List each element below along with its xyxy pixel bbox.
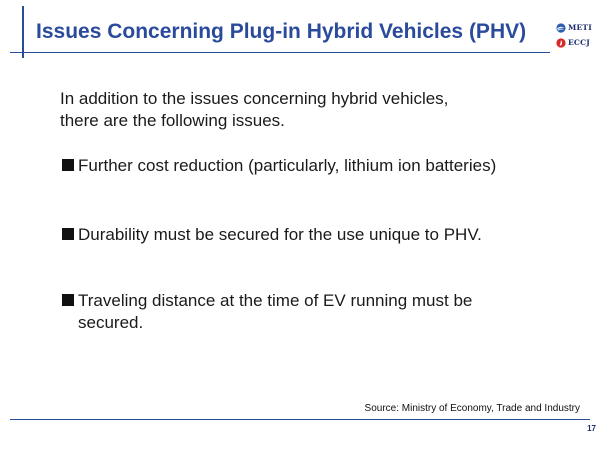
title-underline-rule xyxy=(10,52,550,53)
intro-paragraph xyxy=(60,88,530,132)
bullet-item-distance xyxy=(62,290,532,334)
bullet-square-icon xyxy=(62,294,74,306)
meti-logo xyxy=(556,20,598,35)
bullet-text: Durability must be secured for the use unique to PHV. xyxy=(78,225,482,244)
bullet-square-icon xyxy=(62,159,74,171)
slide-title: Issues Concerning Plug-in Hybrid Vehicles (PHV) xyxy=(36,20,527,43)
bullet-item-cost xyxy=(62,155,532,177)
bullet-item-durability xyxy=(62,224,532,246)
meti-logo-text: METI xyxy=(568,23,592,32)
bullet-text: Traveling distance at the time of EV running must be xyxy=(78,291,473,310)
bullet-text-continuation: secured. xyxy=(78,313,144,332)
intro-line-2: there are the following issues. xyxy=(60,111,285,130)
logo-group xyxy=(556,20,598,52)
eccj-logo-text: ECCJ xyxy=(568,38,591,47)
bullet-square-icon xyxy=(62,228,74,240)
footer-rule xyxy=(10,419,590,420)
intro-line-1: In addition to the issues concerning hybrid vehicles, xyxy=(60,89,449,108)
eccj-logo xyxy=(556,35,598,50)
meti-logo-icon xyxy=(556,23,566,33)
eccj-logo-icon xyxy=(556,38,566,48)
bullet-text: Further cost reduction (particularly, lithium ion batteries) xyxy=(78,156,497,175)
title-vertical-rule xyxy=(22,6,24,58)
page-number: 17 xyxy=(587,424,596,433)
source-note: Source: Ministry of Economy, Trade and Industry xyxy=(364,403,580,414)
